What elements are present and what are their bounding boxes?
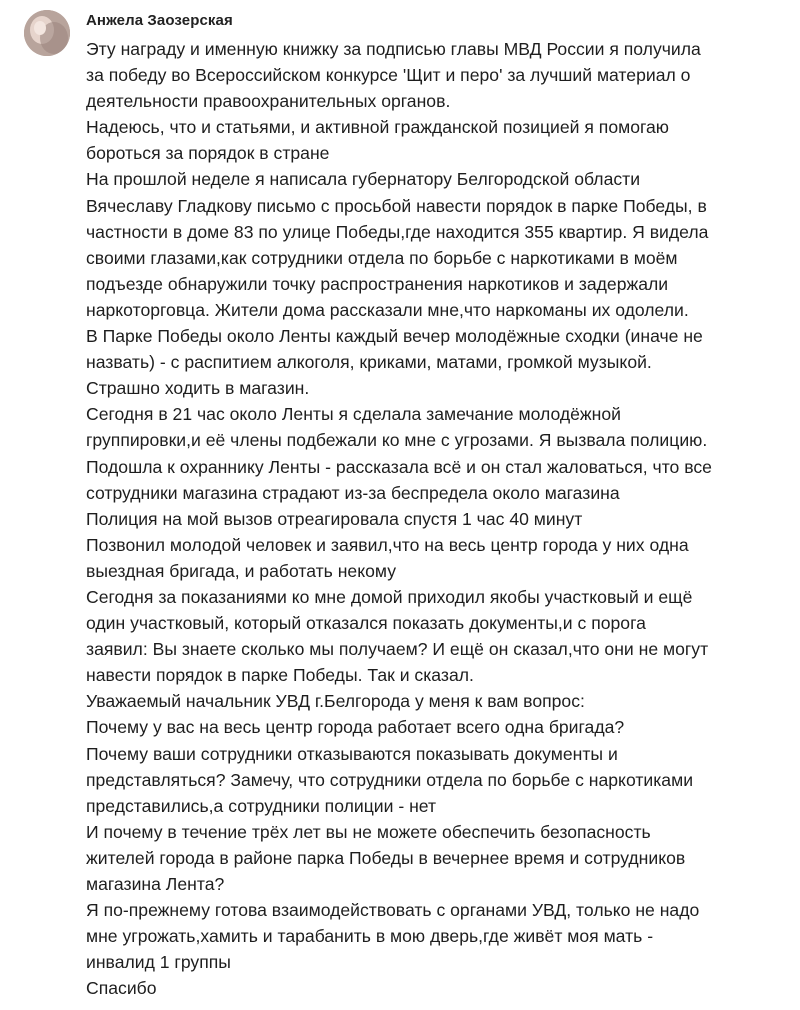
text-line: магазина Лента? [86,874,225,894]
text-line: за победу во Всероссийском конкурсе 'Щит и перо' за лучший материал о [86,65,691,86]
text-line: подъезде обнаружили точку распространения наркотиков и задержали [86,273,669,294]
text-line: Позвонил молодой человек и заявил,что на весь центр города у них одна [86,534,689,555]
text-line: представляться? Замечу, что сотрудники отдела по борьбе с наркотиками [86,769,694,790]
text-line: представились,а сотрудники полиции - нет [86,795,437,816]
text-line: Надеюсь, что и статьями, и активной гражданской позицией я помогаю [86,117,669,138]
text-line: Эту награду и именную книжку за подписью главы МВД России я получила [86,39,701,59]
text-line: назвать) - с распитием алкоголя, криками, матами, громкой музыкой. [86,352,652,373]
text-line: инвалид 1 группы [86,952,231,973]
text-line: частности в доме 83 по улице Победы,где находится 355 квартир. Я видела [86,221,709,242]
text-line: Я по-прежнему готова взаимодействовать с органами УВД, только не надо [86,900,700,921]
text-line: один участковый, который отказался показать документы,и с порога [86,613,646,634]
text-line: И почему в течение трёх лет вы не можете обеспечить безопасность [86,821,651,842]
text-line: группировки,и её члены подбежали ко мне с угрозами. Я вызвала полицию. [86,430,708,451]
text-line: Почему у вас на весь центр города работает всего одна бригада? [86,717,625,738]
text-line: бороться за порядок в стране [86,143,330,164]
text-line: навести порядок в парке Победы. Так и сказал. [86,665,474,686]
text-line: Уважаемый начальник УВД г.Белгорода у меня к вам вопрос: [86,691,585,712]
text-line: Вячеславу Гладкову письмо с просьбой навести порядок в парке Победы, в [86,195,707,216]
text-line: сотрудники магазина страдают из-за беспредела около магазина [86,482,620,503]
text-line: заявил: Вы знаете сколько мы получаем? И ещё он сказал,что они не могут [86,639,709,660]
text-line: Полиция на мой вызов отреагировала спустя 1 час 40 минут [86,508,583,529]
text-line: деятельности правоохранительных органов. [86,91,451,112]
text-line: Подошла к охраннику Ленты - рассказала всё и он стал жаловаться, что все [86,456,712,477]
text-line: жителей города в районе парка Победы в вечернее время и сотрудников [86,847,686,868]
text-line: Страшно ходить в магазин. [86,378,310,399]
avatar[interactable] [24,10,70,56]
text-line: выездная бригада, и работать некому [86,560,396,581]
text-line: Сегодня за показаниями ко мне домой приходил якобы участковый и ещё [86,586,693,607]
text-line: мне угрожать,хамить и тарабанить в мою дверь,где живёт моя мать - [86,926,654,947]
avatar-photo-icon [24,10,70,56]
text-line: Сегодня в 21 час около Ленты я сделала замечание молодёжной [86,404,621,425]
text-line: Почему ваши сотрудники отказываются показывать документы и [86,743,618,764]
post-text [86,36,796,1001]
text-line: наркоторговца. Жители дома рассказали мне,что наркоманы их одолели. [86,299,689,320]
text-line: На прошлой неделе я написала губернатору Белгородской области [86,169,641,190]
author-name[interactable]: Анжела Заозерская [86,12,233,29]
text-line: Спасибо [86,978,157,999]
text-line: своими глазами,как сотрудники отдела по борьбе с наркотиками в моём [86,247,678,268]
text-line: В Парке Победы около Ленты каждый вечер молодёжные сходки (иначе не [86,326,703,347]
